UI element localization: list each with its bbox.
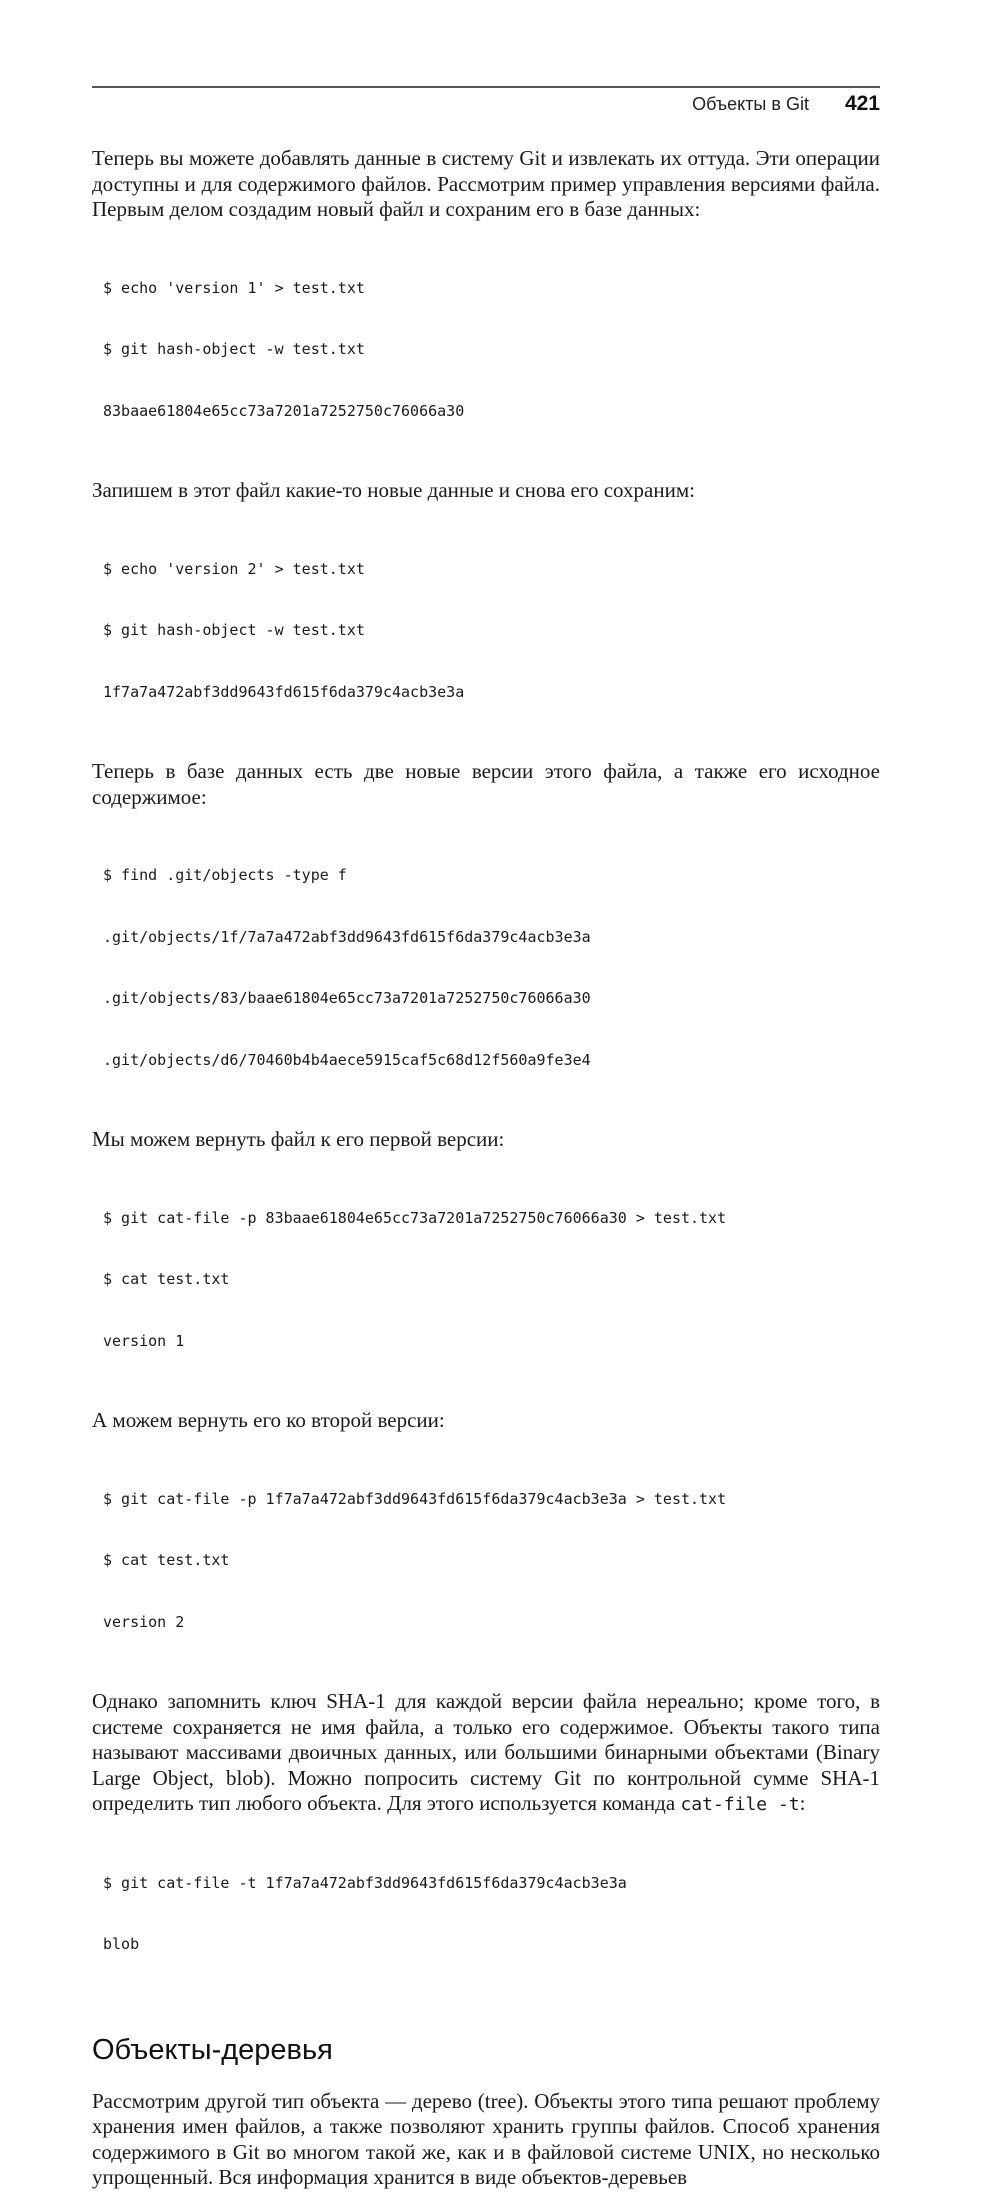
running-title: Объекты в Git bbox=[692, 94, 809, 114]
code-line: .git/objects/83/baae61804e65cc73a7201a7252750c76066a30 bbox=[103, 989, 591, 1007]
paragraph-3: Теперь в базе данных есть две новые версии этого файла, а также его исходное содержимое: bbox=[92, 759, 880, 809]
code-line: $ echo 'version 2' > test.txt bbox=[103, 559, 365, 578]
page-content bbox=[92, 146, 880, 2205]
code-line: $ cat test.txt bbox=[103, 1270, 230, 1288]
code-block-4 bbox=[103, 1167, 880, 1393]
code-line: $ echo 'version 1' > test.txt bbox=[103, 278, 365, 297]
paragraph-6 bbox=[92, 1689, 880, 1818]
code-line: $ cat test.txt bbox=[103, 1551, 230, 1569]
header-rule bbox=[92, 86, 880, 88]
paragraph-4: Мы можем вернуть файл к его первой версии: bbox=[92, 1127, 505, 1151]
paragraph-6-text: Однако запомнить ключ SHA-1 для каждой версии файла нереально; кроме того, в системе сохраняется не имя файла, а только его содержимое. Объекты такого типа называют массивами двоичных данных, или большими бинарными объектами (Binary Large Object, blob). Можно попросить систему Git по контрольной сумме SHA-1 определить тип любого объекта. Для этого используется команда bbox=[92, 1689, 880, 1815]
inline-code: cat-file -t bbox=[680, 1794, 800, 1815]
code-block-2 bbox=[103, 518, 880, 744]
book-page bbox=[92, 0, 880, 2189]
code-block-1 bbox=[103, 237, 880, 463]
code-line: $ find .git/objects -type f bbox=[103, 866, 347, 884]
page-number: 421 bbox=[844, 92, 880, 115]
code-line: $ git hash-object -w test.txt bbox=[103, 340, 365, 358]
code-line: 1f7a7a472abf3dd9643fd615f6da379c4acb3e3a bbox=[103, 682, 465, 701]
paragraph-7: Рассмотрим другой тип объекта — дерево (tree). Объекты этого типа решают проблему хранения имен файлов, а также позволяют хранить группы файлов. Способ хранения содержимого в Git во многом такой же, как и в файловой системе UNIX, но несколько упрощенный. Вся информация хранится в виде объектов-деревьев bbox=[92, 2088, 880, 2189]
code-line: $ git cat-file -p 1f7a7a472abf3dd9643fd615f6da379c4acb3e3a > test.txt bbox=[103, 1489, 727, 1508]
code-line: version 2 bbox=[103, 1612, 185, 1631]
running-head bbox=[692, 92, 880, 122]
code-block-5 bbox=[103, 1448, 880, 1674]
code-block-6 bbox=[103, 1832, 880, 1996]
code-line: version 1 bbox=[103, 1331, 185, 1350]
code-line: 83baae61804e65cc73a7201a7252750c76066a30 bbox=[103, 401, 465, 420]
code-line: .git/objects/1f/7a7a472abf3dd9643fd615f6da379c4acb3e3a bbox=[103, 927, 591, 946]
paragraph-5: А можем вернуть его ко второй версии: bbox=[92, 1408, 445, 1432]
code-block-3 bbox=[103, 824, 880, 1111]
code-line: $ git cat-file -t 1f7a7a472abf3dd9643fd615f6da379c4acb3e3a bbox=[103, 1873, 627, 1892]
code-line: $ git hash-object -w test.txt bbox=[103, 621, 365, 639]
code-line: blob bbox=[103, 1935, 140, 1953]
code-line: $ git cat-file -p 83baae61804e65cc73a7201a7252750c76066a30 > test.txt bbox=[103, 1208, 727, 1227]
paragraph-6-end: : bbox=[799, 1791, 806, 1815]
section-heading: Объекты-деревья bbox=[92, 2033, 333, 2066]
paragraph-1: Теперь вы можете добавлять данные в систему Git и извлекать их оттуда. Эти операции доступны и для содержимого файлов. Рассмотрим пример управления версиями файла. Первым делом создадим новый файл и сохраним его в базе данных: bbox=[92, 146, 880, 221]
paragraph-2: Запишем в этот файл какие-то новые данные и снова его сохраним: bbox=[92, 478, 695, 502]
code-line: .git/objects/d6/70460b4b4aece5915caf5c68d12f560a9fe3e4 bbox=[103, 1050, 591, 1069]
